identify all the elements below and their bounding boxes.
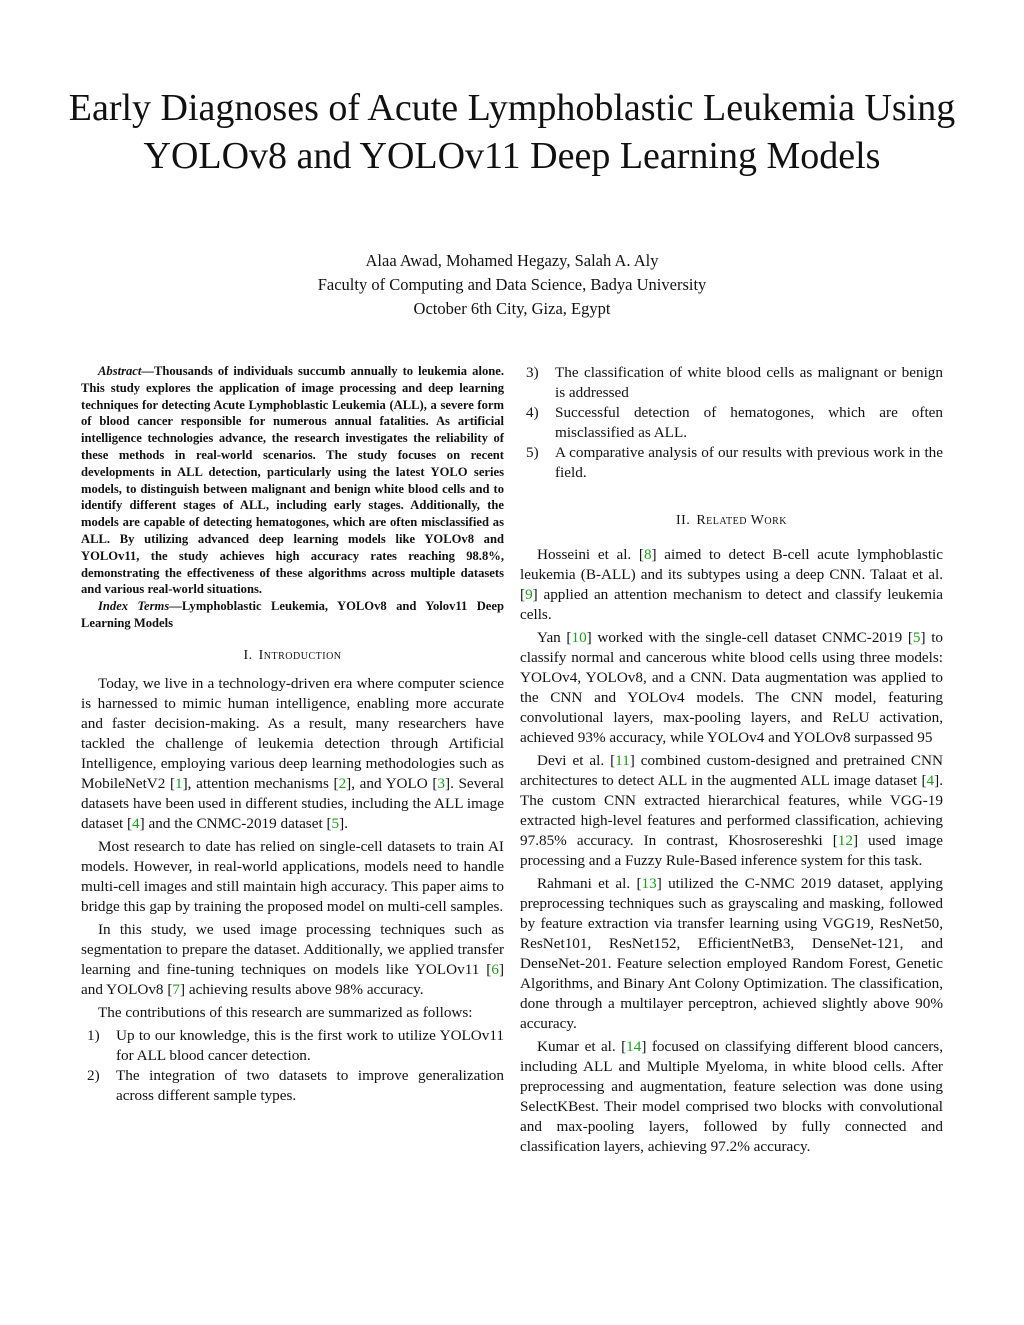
citation-link[interactable]: 3 — [437, 774, 446, 792]
intro-paragraph-3: In this study, we used image processing techniques such as segmentation to prepare the dataset. Additionally, we applied transfer learning and fine-tuning techniques on models like YOLOv11 [6] and YOLOv8 [7] achieving results above 98% accuracy. — [81, 920, 504, 998]
related-paragraph-2: Yan [10] worked with the single-cell dataset CNMC-2019 [5] to classify normal and cancerous white blood cells using three models: YOLOv4, YOLOv8, and a CNN. Data augmentation was applied to the CNN and YOLOv4 models. The CNN model, featuring convolutional layers, max-pooling layers, and ReLU activation, achieved 93% accuracy, while YOLOv4 and YOLOv8 surpassed 95 — [520, 629, 944, 746]
section-numeral: II. — [675, 513, 691, 528]
location: October 6th City, Giza, Egypt — [413, 299, 611, 318]
index-terms — [81, 598, 504, 632]
citation-link[interactable]: 6 — [491, 960, 499, 978]
intro-paragraph-1: Today, we live in a technology-driven era where computer science is harnessed to mimic human intelligence, enabling more accurate and faster decision-making. As a result, many researchers have tackled the challenge of leukemia detection through Artificial Intelligence, employing various deep learning methodologies such as MobileNetV2 [1], attention mechanisms [2], and YOLO [3]. Several datasets have been used in different studies, including the ALL image dataset [4] and the CNMC-2019 dataset [5]. — [81, 674, 505, 832]
index-terms-text: —Lymphoblastic Leukemia, YOLOv8 and Yolov11 Deep Learning Models — [81, 599, 504, 630]
right-column — [520, 363, 943, 1160]
list-item: 2) The integration of two datasets to improve generalization across different sample types. — [87, 1066, 504, 1104]
contribution-list — [81, 1026, 504, 1106]
citation-link[interactable]: 12 — [837, 832, 853, 849]
related-paragraph-1: Hosseini et al. [8] aimed to detect B-cell acute lymphoblastic leukemia (B-ALL) and its subtypes using a deep CNN. Talaat et al. [9] applied an attention mechanism to detect and classify leukemia cells. — [520, 546, 944, 623]
citation-link[interactable]: 10 — [571, 629, 587, 646]
section-numeral: I. — [243, 647, 253, 663]
related-paragraph-4: Rahmani et al. [13] utilized the C-NMC 2019 dataset, applying preprocessing techniques such as grayscaling and masking, followed by feature extraction via transfer learning using VGG19, ResNet50, ResNet101, ResNet152, EfficientNetB3, DenseNet-121, and DenseNet-201. Feature selection employed Random Forest, Genetic Algorithms, and Binary Ant Colony Optimization. The classification, done through a multilayer perceptron, achieved slightly above 90% accuracy. — [520, 875, 943, 1032]
section-title: Introduction — [258, 647, 342, 663]
abstract-text: —Thousands of individuals succumb annually to leukemia alone. This study explores the application of image processing and deep learning techniques for detecting Acute Lymphoblastic Leukemia (ALL), a severe form of blood cancer responsible for numerous annual fatalities. As artificial intelligence technologies advance, the research investigates the reliability of these methods in real-world scenarios. The study focuses on recent developments in ALL detection, particularly using the latest YOLO series models, to distinguish between malignant and benign white blood cells and to identify different stages of ALL, including early stages. Additionally, the models are capable of detecting hematogones, which are often misclassified as ALL. By utilizing advanced deep learning models like YOLOv8 and YOLOv11, the study achieves high accuracy rates reaching 98.8%, demonstrating the effectiveness of these algorithms across multiple datasets and various real-world situations. — [81, 364, 504, 597]
abstract — [81, 363, 504, 598]
index-terms-label: Index Terms — [98, 599, 170, 614]
left-column — [81, 363, 504, 1106]
section-title: Related Work — [696, 513, 787, 528]
abstract-label: Abstract — [98, 364, 142, 378]
citation-link[interactable]: 13 — [641, 875, 657, 892]
citation-link[interactable]: 2 — [338, 774, 347, 792]
related-paragraph-5: Kumar et al. [14] focused on classifying different blood cancers, including ALL and Multiple Myeloma, in white blood cells. After preprocessing and augmentation, feature selection was done using SelectKBest. Their model comprised two blocks with convolutional and max-pooling layers, followed by fully connected and classification layers, achieving 97.2% accuracy. — [520, 1038, 943, 1155]
section-heading-related-work — [520, 511, 943, 531]
list-item: 3) The classification of white blood cells as malignant or benign is addressed — [526, 364, 943, 401]
related-paragraph-3: Devi et al. [11] combined custom-designed and pretrained CNN architectures to detect ALL in the augmented ALL image dataset [4]. The custom CNN extracted hierarchical features, while VGG-19 extracted high-level features and performed classification, achieving 97.85% accuracy. In contrast, Khosrosereshki [12] used image processing and a Fuzzy Rule-Based inference system for this task. — [520, 752, 943, 869]
affiliation: Faculty of Computing and Data Science, Badya University — [317, 275, 707, 294]
citation-link[interactable]: 4 — [132, 814, 140, 832]
citation-link[interactable]: 8 — [643, 546, 652, 563]
list-item: 4) Successful detection of hematogones, which are often misclassified as ALL. — [526, 404, 943, 441]
intro-paragraph-4: The contributions of this research are summarized as follows: — [98, 1003, 473, 1021]
list-item: 5) A comparative analysis of our results with previous work in the field. — [526, 444, 943, 481]
paper-title: Early Diagnoses of Acute Lymphoblastic Leukemia Using YOLOv8 and YOLOv11 Deep Learning Models — [68, 87, 956, 177]
section-heading-introduction — [81, 646, 504, 666]
citation-link[interactable]: 5 — [912, 629, 921, 646]
citation-link[interactable]: 1 — [175, 774, 183, 792]
citation-link[interactable]: 4 — [926, 772, 935, 789]
citation-link[interactable]: 11 — [615, 752, 630, 769]
citation-link[interactable]: 9 — [525, 586, 533, 603]
author-block — [150, 249, 874, 321]
contribution-list-continued — [520, 363, 943, 483]
author-names: Alaa Awad, Mohamed Hegazy, Salah A. Aly — [365, 251, 659, 270]
list-item: 1) Up to our knowledge, this is the first work to utilize YOLOv11 for ALL blood cancer detection. — [87, 1026, 504, 1064]
citation-link[interactable]: 7 — [172, 980, 180, 998]
citation-link[interactable]: 5 — [331, 814, 340, 832]
intro-paragraph-2: Most research to date has relied on single-cell datasets to train AI models. However, in real-world applications, models need to handle multi-cell images and still maintain high accuracy. This paper aims to bridge this gap by training the proposed model on multi-cell samples. — [81, 837, 504, 915]
citation-link[interactable]: 14 — [626, 1038, 642, 1055]
